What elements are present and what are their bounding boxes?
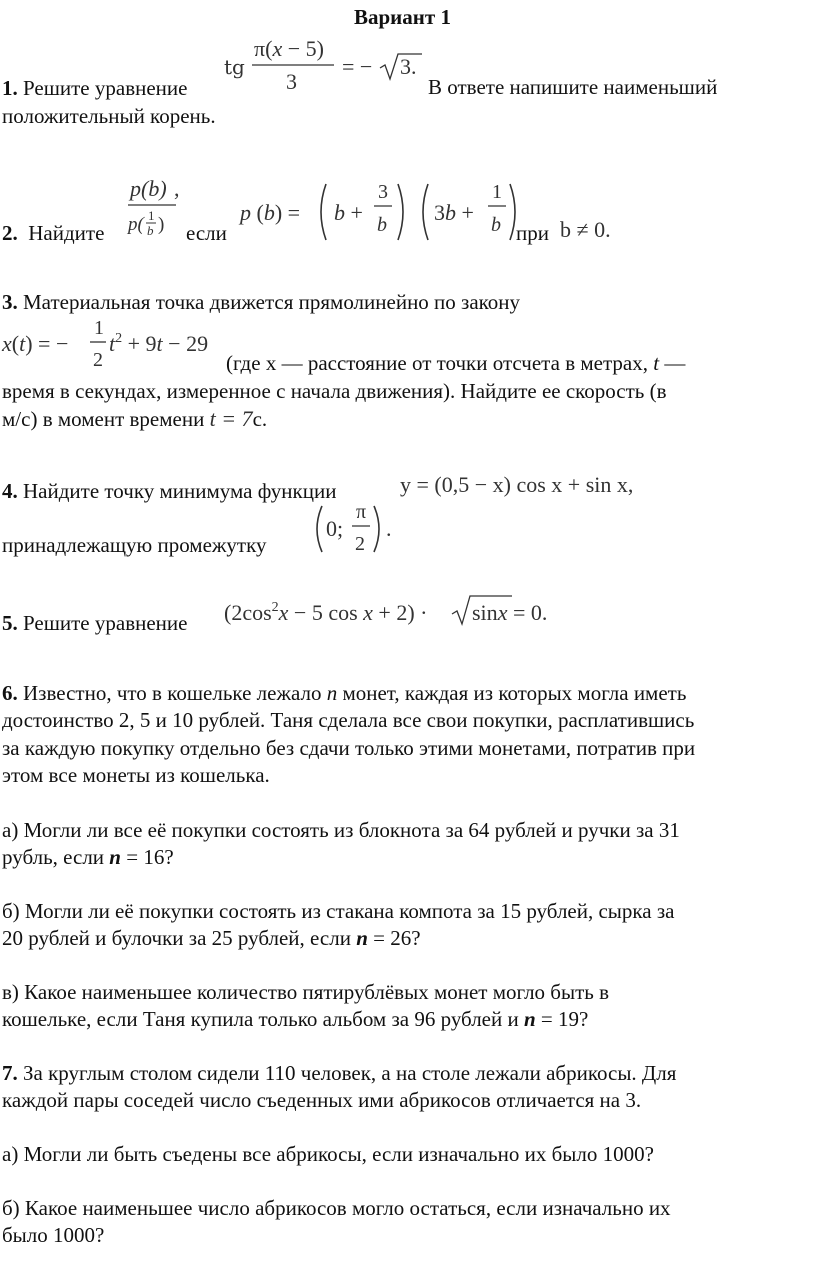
task-6c-line-2: кошельке, если Таня купила только альбом за 96 рублей и n = 19? [2, 1007, 589, 1031]
task-1-formula [222, 36, 428, 96]
task-6-var-n: n [326, 681, 338, 705]
svg-text:3.: 3. [400, 54, 417, 79]
task-3-dash: — [664, 351, 686, 375]
task-6-line-2: достоинство 2, 5 и 10 рублей. Таня сделала все свои покупки, расплатившись [2, 708, 695, 732]
svg-text:sinx = 0.: sinx = 0. [472, 600, 548, 625]
svg-text:p (b) =: p (b) = [240, 200, 301, 225]
svg-text:2: 2 [355, 533, 365, 555]
task-6a-line-2: рубль, если n = 16? [2, 845, 174, 869]
task-6b-line-2: 20 рублей и булочки за 25 рублей, если n = 26? [2, 926, 421, 950]
svg-text:.: . [386, 516, 392, 541]
page-title: Вариант 1 [354, 5, 451, 29]
task-7-text-1: За круглым столом сидели 110 человек, а на столе лежали абрикосы. Для [23, 1061, 677, 1085]
task-3-text-b: (где x — расстояние от точки отсчета в метрах, [226, 351, 648, 375]
svg-text:1: 1 [94, 317, 104, 339]
task-7b-line-1: б) Какое наименьшее число абрикосов могло остаться, если изначально их [2, 1196, 671, 1220]
task-3-time-value: t = 7 [209, 406, 253, 431]
task-3-line-4 [2, 407, 267, 431]
svg-text:3: 3 [286, 69, 297, 94]
task-4-text-b: принадлежащую промежутку [2, 533, 267, 557]
svg-text:t2 + 9t − 29: $t^2 + 9t - 29$ [109, 331, 209, 356]
task-4-number: 4. [2, 479, 18, 503]
task-5-text-a: Решите уравнение [23, 611, 188, 635]
task-2-line [2, 222, 104, 245]
task-2-text-c: при [516, 221, 549, 245]
svg-text:b: b [377, 214, 387, 236]
task-6-text-1b: монет, каждая из которых могла иметь [342, 681, 687, 705]
svg-text:2: 2 [93, 349, 103, 371]
task-6-line-3: за каждую покупку отдельно без сдачи только этими монетами, потратив при [2, 736, 696, 760]
svg-text:b: b [147, 223, 154, 238]
svg-text:): ) [158, 214, 165, 235]
task-5-line [2, 612, 187, 635]
svg-text:3b +: 3b + [434, 200, 474, 225]
task-5-number: 5. [2, 611, 18, 635]
task-5-formula [222, 590, 570, 630]
task-6-line-1 [2, 682, 686, 705]
task-3-text-c: время в секундах, измеренное с начала движения). Найдите ее скорость (в [2, 379, 667, 403]
svg-text:1: 1 [148, 208, 155, 223]
task-3-number: 3. [2, 290, 18, 314]
task-6-text-1a: Известно, что в кошельке лежало [23, 681, 322, 705]
task-4-text-a: Найдите точку минимума функции [23, 479, 337, 503]
task-6c-line-1: в) Какое наименьшее количество пятирублёвых монет могло быть в [2, 980, 610, 1004]
task-7-number: 7. [2, 1061, 18, 1085]
task-3-formula [0, 316, 228, 374]
svg-text:b: b [491, 214, 501, 236]
svg-text:tg: tg [224, 55, 245, 79]
svg-text:p(: p( [128, 214, 144, 235]
task-7a-line-1: а) Могли ли быть съедены все абрикосы, если изначально их было 1000? [2, 1142, 654, 1166]
task-7-line-2: каждой пары соседей число съеденных ими абрикосов отличается на 3. [2, 1088, 642, 1112]
task-2-text-a: Найдите [28, 221, 105, 245]
task-4-formula: y = (0,5 − x) cos x + sin x, [400, 472, 634, 497]
task-3-text-a: Материальная точка движется прямолинейно по закону [23, 290, 521, 314]
task-4-interval [310, 500, 402, 558]
task-2-condition: b ≠ 0. [560, 217, 611, 242]
task-3-text-d: м/с) в момент времени [2, 407, 205, 431]
svg-text:3: 3 [378, 181, 388, 203]
task-1-number: 1. [2, 76, 18, 100]
svg-text:x(t) = −: x(t) = − [2, 331, 69, 356]
task-6-line-4: этом все монеты из кошелька. [2, 763, 270, 787]
svg-text:= −: = − [342, 54, 373, 79]
svg-text:1: 1 [492, 181, 502, 203]
task-6a-line-1: а) Могли ли все её покупки состоять из блокнота за 64 рублей и ручки за 31 [2, 818, 680, 842]
task-2-fraction-formula [124, 172, 188, 244]
task-3-text-e: с. [252, 407, 268, 431]
task-1-text-c: положительный корень. [2, 104, 216, 128]
task-4-line-1 [2, 480, 336, 503]
task-6b-line-1: б) Могли ли её покупки состоять из стакана компота за 15 рублей, сырка за [2, 899, 675, 923]
svg-text:b +: b + [334, 200, 363, 225]
svg-text:π(x − 5): π(x − 5) [254, 36, 324, 61]
svg-text:(2cos2x − 5 cos x + 2) ·: ($2\cos^2x - 5$ cos x + 2) · [224, 600, 428, 625]
svg-text:0;: 0; [326, 516, 344, 541]
task-3-line-2 [226, 352, 685, 375]
task-2-text-b: если [186, 221, 227, 245]
task-2-number: 2. [2, 221, 18, 245]
task-2-definition-formula [238, 172, 518, 244]
task-7-line-1 [2, 1062, 676, 1085]
svg-text:,: , [174, 176, 180, 201]
svg-text:p(b): p(b) [130, 176, 167, 201]
task-3-line-1 [2, 291, 520, 314]
task-3-var-t: t [653, 351, 660, 375]
task-1-text-a: Решите уравнение [23, 76, 188, 100]
task-1-line-1 [2, 77, 187, 100]
task-7b-line-2: было 1000? [2, 1223, 105, 1247]
task-6-number: 6. [2, 681, 18, 705]
svg-text:π: π [356, 501, 367, 523]
task-1-text-b: В ответе напишите наименьший [428, 75, 718, 99]
